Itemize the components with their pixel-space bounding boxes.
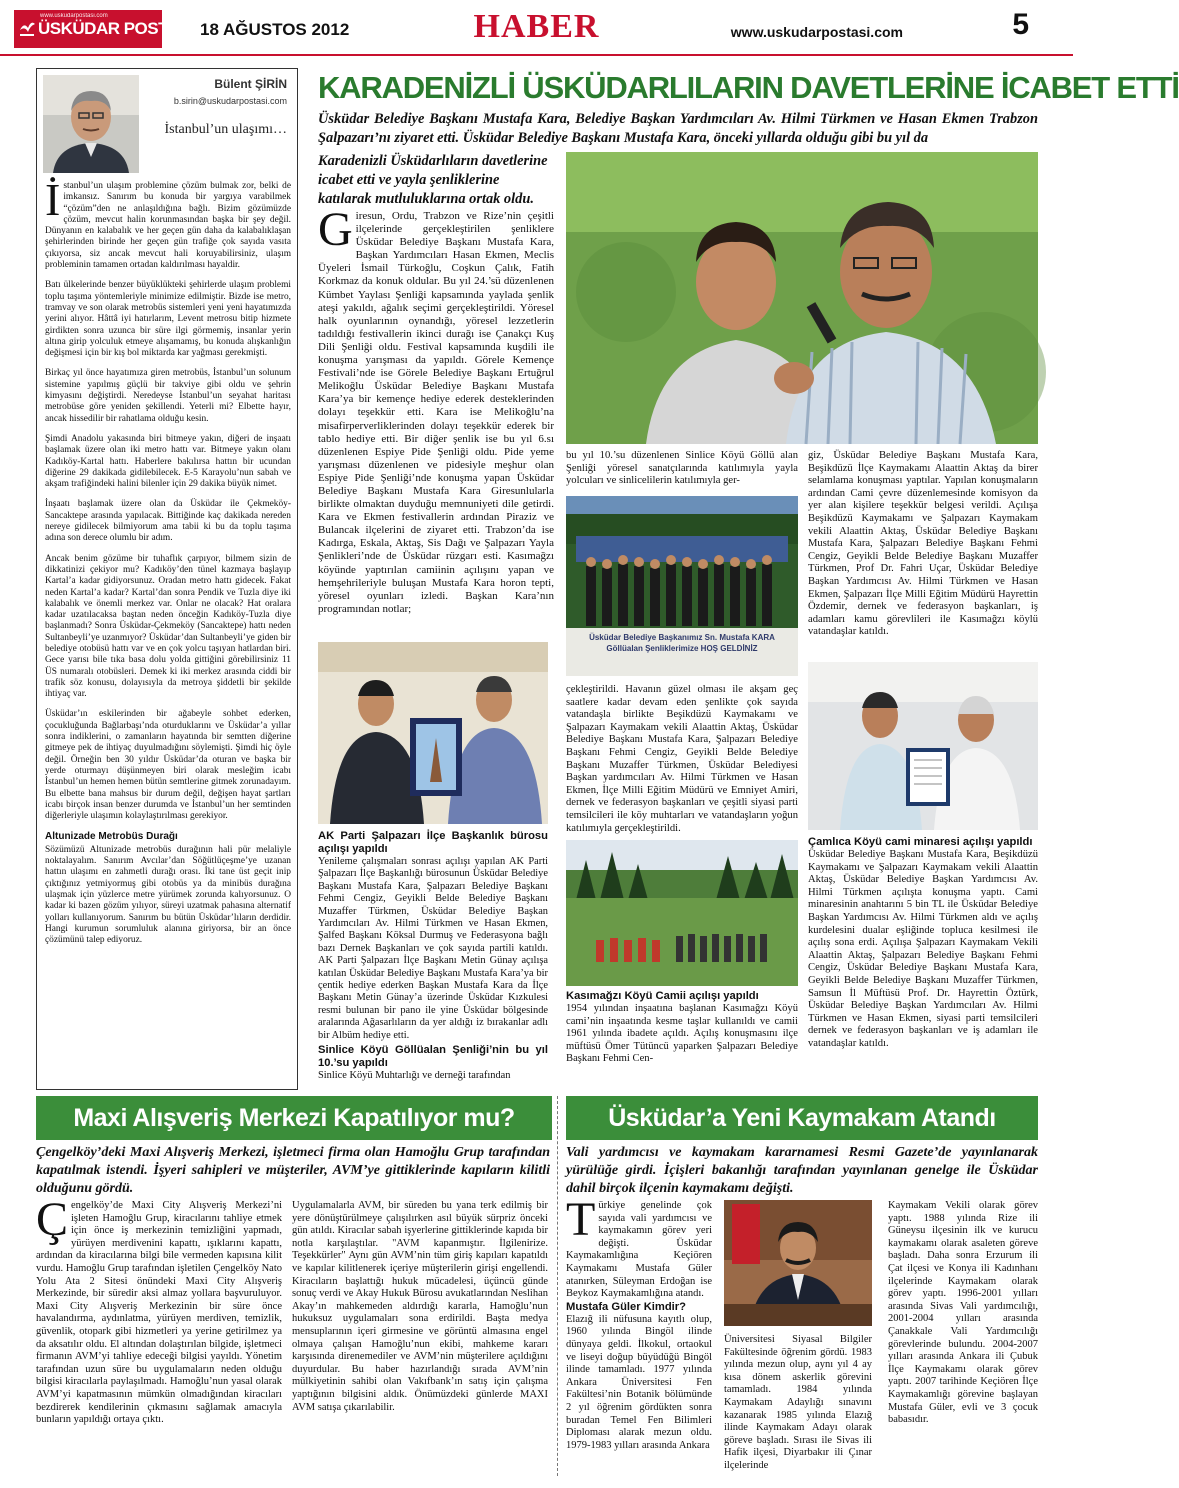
kasimagzi-horon-photo: [566, 840, 798, 986]
column-paragraph: Şimdi Anadolu yakasında biri bitmeye yakın, diğeri de inşaatı başlamak üzere olan iki metro hattı var. Bitmeye yakın olanı Kadıköy-Kartal hattı. Haberlere bakılırsa hattın bir ucundan diğerine 29 dakikada gidilebilecek. E-5 Karayolu’nun sabah ve akşam trafiğindeki halini bilenler için 29 dakika büyük nimet.: [45, 433, 291, 490]
kaymakam-col3: Kaymakam Vekili olarak görev yaptı. 1988 yılında Rize ili Güneysu ilçesinin ilk ve kurucu kaymakamı olarak asaleten göreve başladı. Daha sonra Erzurum ili Çat ilçesi ve Konya ili Kadınhanı ilçelerinde Kaymakam olarak görev yaptı. 1996-2001 yılları arasında Sivas Vali yardımcılığı, 2001-2004 yılları arasında Çanakkale Vali Yardımcılığı görevlerinde bulundu. 2004-2007 yılları arasında Ankara ili Çubuk İlçe Kaymakamı olarak görev yaptı. 2007 tarihinde Keçiören İlçe Kaymakamlığı görevine başlayan Mustafa Güler, evli ve 3 çocuk babasıdır.: [888, 1200, 1038, 1426]
sinlice-text: Sinlice Köyü Muhtarlığı ve derneği tarafından: [318, 1070, 511, 1082]
camlica-block: [808, 836, 1038, 1051]
maxi-headline: Maxi Alışveriş Merkezi Kapatılıyor mu?: [36, 1096, 552, 1140]
akparti-title: AK Parti Şalpazarı İlçe Başkanlık bürosu açılışı yapıldı: [318, 830, 548, 855]
column-paragraph: Sözümüzü Altunizade metrobüs durağının hali pür melaliyle noktalayalım. Sanırım Avcılar’dan Söğütlüçeşme’ye uzanan hattın ulaşımı en zahmetli durağı orası. İki tane üst geçit inip çıktığınız yetmiyormuş gibi otobüs ya da minibüs durağına ulaşmak için yüzlerce metre yürümek zorunda kalıyorsunuz. O kadar ki bazen gözüm yılıyor, süreyi uzatmak pahasına alternatif yolları kullanıyorum. Sanırım bu bütün Üsküdar’lıların derdidir. Hangi kurumun sorumluluk alanına giriyorsa, bir an önce çözümünü talep ediyoruz.: [45, 844, 291, 946]
main-story-col2-top: bu yıl 10.’su düzenlenen Sinlice Köyü Göllü alan Şenliği yöresel sanatçılarında katılımıyla yayla yolcuları ve sinlicelilerin katılımıyla ger-: [566, 450, 798, 487]
main-story-col2-mid: çekleştirildi. Havanın güzel olması ile akşam geç saatlere kadar devam eden şenlikte çok sayıda vatandaşla birlikte Beşikdüzü Kaymakamı ve Şalpazarı Kaymakam vekili Alaattin Aktaş, Üsküdar Belediye Başkanı Mustafa Kara, Şalpazarı Belediye Başkanı Fehmi Cengiz, Geyikli Belde Belediye Başkanı Muzaffer Türkmen, Üsküdar Belediyesi Başkan yardımcıları Av. Hilmi Türkmen ve Hasan Ekmen, İlçe Milli Eğitim Müdürü ve Emniyet Amiri, dernek ve federasyon başkanları ve çeşitli siyasi parti temsilcileri ile köy muhtarları ve vatandaşların yoğun katılımıyla gerçekleştirildi.: [566, 684, 798, 834]
main-lead: Üsküdar Belediye Başkanı Mustafa Kara, Belediye Başkan Yardımcıları Av. Hilmi Türkmen ve Hasan Ekmen Trabzon Şalpazarı’nı ziyaret etti. Üsküdar Belediye Başkanı Mustafa Kara, önceki yıllarda olduğu gibi bu yıl da: [318, 111, 1038, 146]
page-number: 5: [1012, 8, 1029, 41]
main-photo-mayor-speaking: [566, 152, 1038, 444]
kaymakam-col1: T ürkiye genelinde çok sayıda vali yardımcısı ve kaymakamın görev yeri değişti. Üsküdar Kaymakamlığına Keçiören Kaymakamı Mustafa Güler atanırken, Süleyman Erdoğan ise Beykoz Kaymakamlığına atandı. Mustafa Güler Kimdir? Elazığ ili nüfusuna kayıtlı olup, 1960 yılında Bingöl ilinde dünyaya geldi. İlkokul, ortaokul ve liseyi doğup büyüdüğü Bingöl ilinde tamamladı. 1977 yılında Ankara Üniversitesi Fen Fakültesi’nin Botanik bölümünde 2 yıl öğrenim gördükten sonra buradan Temel Fen Bilimleri Diploması alarak mezun oldu. 1979-1983 yılları arasında Ankara: [566, 1193, 712, 1451]
dropcap: Ç: [36, 1193, 69, 1246]
maxi-col1: Ç engelköy’de Maxi City Alışveriş Merkezi’ni işleten Hamoğlu Grup, kiracılarını tahliye etmek için önce iş merkezinin temizliğini yapmadı, yürüyen merdivenini kapattı, ışıklarını kapattı, ardından da kiracılarına bilgi bile vermeden kapısına kilit vurdu. Hamoğlu Grup tarafından işletilen Çengelköy Nato Yolu Ata 2 Sitesi önündeki Maxi City Alışveriş Merkezinde, bir süredir aksi almaz yollara başvuruluyor. Maxi City Alışveriş Merkezinin bir süre önce havalandırma, aydınlatma, yürüyen merdiven, temizlik, güvenlik, otopark gibi hizmetleri ya yerine getirilmez ya da aksatılır oldu. El altından dolaştırılan bilgide, işletmeci firmanın AVM’yi tahliye edeceği bilgisi yayıldı. Yönetim tarafından uzun süre bu uygulamaların neden olduğu bilgisi kiracılarla paylaşılmadı. Hamoğlu’nun yasal olarak AVM’yi kapatmasının mümkün olmadığından kiracıları bezdirerek kendilerinin çıkmasını sağlamak amacıyla bunların yapıldığı ortaya çıktı.: [36, 1193, 282, 1426]
akparti-block: [318, 830, 548, 1083]
author-photo: [43, 75, 139, 173]
kasimagzi-title: Kasımağzı Köyü Camii açılışı yapıldı: [566, 990, 759, 1002]
camlica-title: Çamlıca Köyü cami minaresi açılışı yapıldı: [808, 836, 1033, 848]
maxi-lead: Çengelköy’deki Maxi Alışveriş Merkezi, işletmeci firma olan Hamoğlu Grup tarafından kapatılmak istendi. İşyeri sahipleri ve müşteriler, AVM’ye gittiklerinde kapıların kilitli olduğunu gördü.: [36, 1145, 550, 1196]
main-story-col1: [318, 203, 554, 616]
dropcap: G: [318, 203, 353, 256]
camlica-text: Üsküdar Belediye Başkanı Mustafa Kara, Beşikdüzü Kaymakamı ve Şalpazarı Kaymakam vekili Alaattin Aktaş, Üsküdar Belediye Başkan Yardımcısı Av. Hilmi Türkmen açılışta konuşma yaptı. Cami minaresinin anahtarını 5 bin TL ile Üsküdar Belediye Başkan Yardımcısı Av. Hilmi Türkmen aldı ve açılış kurdelesini dualar eşliğinde topluca kesilmesi ile açılış sona erdi. Açılışa Şalpazarı Kaymakam Vekili Alaattin Aktaş, Şalpazarı Belediye Başkanı Fehmi Cengiz, Üsküdar Belediye Başkanı Mustafa Kara, Geyikli Belde Belediye Başkanı Muzaffer Türkmen, Samsun İl Müftüsü Prof. Dr. Hayrettin Öztürk, Üsküdar Belediye Başkan Yardımcıları Av. Hilmi Türkmen ve Hasan Ekmen, siyasi parti temsilcileri dernek ve federasyon başkanları ve iş adamları ile vatandaşlar katıldı.: [808, 849, 1038, 1049]
column-paragraph: Üsküdar’ın eskilerinden bir ağabeyle sohbet ederken, çocukluğunda Bağlarbaşı’nda oturduklarını ve Üsküdar’a yıllar sonra indiklerini, o zamanların hayatında bir semtten diğerine gitmeye pek de ihtiyaç duyulmadığını söylemişti. Şimdi hiç öyle değil. Örneğin ben 30 yıldır Üsküdar’da oturan ve başka bir yerde oturmayı düşünmeyen biri olarak mesleğim icabı İstanbul’un hemen hemen bütün semtlerine gitmek zorunadayım. Bu elbette bana mahsus bir durum değil, değişen hayat şartları icabı birçok insan benzer durumda ve İstanbul’un her semtinden diğerleriyle ulaşımın kolaylaştırılması gerekiyor.: [45, 709, 291, 822]
story-divider: [557, 1096, 558, 1476]
main-lead-continued: Karadenizli Üsküdarlıların davetlerine icabet etti ve yayla şenliklerine katılarak mutluluklarına ortak oldu.: [318, 153, 548, 207]
akparti-text: Yenileme çalışmaları sonrası açılışı yapılan AK Parti Şalpazarı İlçe Başkanlığı bürosunun Üsküdar Belediye Başkanı Mustafa Kara, Şalpazarı Belediye Başkanı Fehmi Cengiz, Geyikli Belde Belediye Başkanı Muzaffer Türkmen, Üsküdar Belediye Başkan Yardımcıları Av. Hilmi Türkmen ve Hasan Ekmen, Şalfed Başkanı Köksal Durmuş ve Federasyona bağlı bazı Dernek Başkanları ve çok sayıda partili katıldı. AK Parti Şalpazarı İlçe Başkanı Metin Günay açılışa katılan Üsküdar Belediye Başkanı Mustafa Kara’ya bir çentik hediye ederken Başkan Mustafa Kara da İlçe Başkanı Metin Günay’a üzerinde Üsküdar Kızkulesi resmi bulunan bir pano ile yine Üsküdar bölgesinde aralarında Ağasarlıların da yer aldığı iz bırakanlar adlı bir Albüm hediye etti.: [318, 856, 548, 1041]
opinion-column: [36, 68, 298, 1090]
kaymakam-headline: Üsküdar’a Yeni Kaymakam Atandı: [566, 1096, 1038, 1140]
column-body: [45, 174, 291, 955]
main-story-col3-top: giz, Üsküdar Belediye Başkanı Mustafa Kara, Beşikdüzü İlçe Kaymakamı Alaattin Aktaş da birer selamlama konuşması yaptılar. Yapılan konuşmaların ardından Cami çevre düzenlemesinde komisyon da yer alan kişilere teşekkür belgesi verildi. Açılışa Beşikdüzü Kaymakamı ve Şalpazarı Kaymakam vekili Alaattin Aktaş, Üsküdar Belediye Başkanı Mustafa Kara, Şalpazarı Belediye Başkanı Fehmi Cengiz, Geyikli Belde Belediye Başkanı Muzaffer Türkmen, Prof Dr. Fahri Uçar, Üsküdar Belediye Başkan Yardımcısı Av. Hilmi Türkmen ve Hasan Ekmen, Şalpazarı İlçe Milli Eğitim Müdürü Hayrettin Özdemir, dernek ve federasyon başkanları, iş adamları kamu görevlileri ile Kasımağzı köylü vatandaşlar katıldı.: [808, 450, 1038, 638]
column-paragraph: Ancak benim gözüme bir tuhaflık çarpıyor, bilmem sizin de dikkatinizi çekiyor mu? Kadıköy’den tünel kazmaya başlayıp Kartal’a kadar gidiyorsunuz. Oradan metro hattı gidecek. Fakat neden Kartal’a kadar? Kartal’dan sonra Pendik ve Tuzla diye iki kalabalık ve önemli merkez var. Onlar ne olacak? Hat oralara kadar uzatılacaksa baştan neden önceğin Kadıköy-Tuzla diye başlanmadı? Sonra Üsküdar-Çekmeköy (Sancaktepe) hattı neden Sultanbeyli’ye uzanmıyor? Üsküdar’dan Sultanbeyli’ye giden bir belediye otobüsü hattı var ve en çok yolcu taşıyan hatlardan biri. Gece yarısı bile tıka basa dolu yolda gittiğini görebilirsiniz 11 ÜS numaralı otobüsleri. Demek ki iki merkez arasında ciddi bir trafik söz konusu, dolayısıyla da metroya şiddetli bir şekilde ihtiyaç var.: [45, 553, 291, 700]
column-subheading: Altunizade Metrobüs Durağı: [45, 831, 178, 843]
issue-date: 18 AĞUSTOS 2012: [200, 20, 350, 39]
column-title: İstanbul’un ulaşımı…: [164, 122, 287, 137]
welcome-banner-text: Üsküdar Belediye Başkanımız Sn. Mustafa KARA Göllüalan Şenliklerimize HOŞ GELDİNİZ: [589, 633, 775, 653]
author-name: Bülent ŞİRİN: [214, 77, 287, 91]
logo-text: ÜSKÜDAR POSTASI: [38, 19, 194, 38]
column-paragraph: İstanbul’un ulaşım problemine çözüm bulmak zor, belki de imkansız. Sanırım bu konuda bir yargıya varabilmek “çözüm”den ne anlaşıldığına bağlı. Bizim gözümüzde çözüm, mevcut halin korunmasından başka bir şey değil. Dünyanın en kalabalık ve her geçen gün daha da kalabalıklaşan şehirlerinden birinde her geçen gün trafiğe çok sayıda vasıta çıkıyorsa, siz ancak mevcut hali koruyabilirsiniz, ulaşım probleminin tamamen ortadan kaldırılması hayaldir.: [45, 174, 291, 271]
kaymakam-col2: Üniversitesi Siyasal Bilgiler Fakültesinde öğrenim gördü. 1983 yılında mezun olup, aynı yıl 4 ay kısa dönem askerlik görevini tamamladı. 1984 yılında Kaymakam Adaylığı sınavını kazanarak 1985 yılında Elazığ ilinde Kaymakam Adayı olarak göreve başladı. Sırası ile Sivas ili Hafik ilçesi, Diyarbakır ili Çınar ilçelerinde: [724, 1334, 872, 1471]
camlica-certificate-photo: [808, 662, 1038, 830]
section-title: HABER: [473, 8, 600, 45]
main-headline: KARADENİZLİ ÜSKÜDARLILARIN DAVETLERİNE İCABET ETTİ: [318, 70, 1179, 105]
page-header: [0, 0, 1073, 56]
column-paragraph: Birkaç yıl önce hayatımıza giren metrobüs, İstanbul’un solunum sistemine yapılmış güçlü bir takviye gibi oldu ve şehrin kimyasını değiştirdi. Neredeyse İstanbul’un seyahat haritası metrobüse göre yeniden şekillendi. Yeterli mi? Elbette hayır, ancak hissedilir bir rahatlama olduğu kesin.: [45, 368, 291, 424]
website-url[interactable]: www.uskudarpostasi.com: [730, 24, 903, 40]
dropcap: T: [566, 1193, 596, 1246]
column-paragraph: İnşaatı başlamak üzere olan da Üsküdar ile Çekmeköy-Sancaktepe arasında yapılacak. Bittiğinde kaç dakikada nereden nereye gidilecek bilmiyorum ama tabii ki bu da toplu taşıma adına son derece olumlu bir adım.: [45, 499, 291, 544]
kasimagzi-text: 1954 yılından inşaatına başlanan Kasımağzı Köyü cami’nin inşaatında kesme taşlar kullanıldı ve camii 1961 yılında ibadete açıldı. Açılış konuşmasını ilçe müftüsü Ömer Tütüncü yaparken Şalpazarı Belediye Başkanı Fehmi Cen-: [566, 1003, 798, 1065]
sinlice-title: Sinlice Köyü Göllüalan Şenliği’nin bu yıl 10.’su yapıldı: [318, 1044, 548, 1070]
dropcap: İ: [45, 174, 61, 225]
akparti-gift-photo: [318, 642, 548, 824]
author-email[interactable]: b.sirin@uskudarpostasi.com: [173, 96, 287, 106]
maxi-col2: Uygulamalarla AVM, bir süreden bu yana terk edilmiş bir yere dönüştürülmeye çalışılırken asıl büyük sürpriz önceki gün atıldı. Kiracılar sabah işyerlerine gittiklerinde kapıda bir notla karşılaştılar. "AVM kapanmıştır. İlgilenirize. Teşekkürler" Aynı gün AVM’nin tüm giriş kapıları kapatıldı ve kapılar kilitlenerek içeriye müşterilerin girişi engellendi. Kiracıların başlattığı hukuk mücadelesi, üçüncü günde sonuç verdi ve Akay Hukuk Bürosu avukatlarından Neslihan Akay’ın mahkemeden aldırdığı kararla, Hamoğlu’nun hukuksuz uygulamaları sona erdirildi. Başta medya mensuplarının içeri girmesine ve görüntü almasına engel olmaya çalışan Hamoğlu’nun ekibi, mahkeme kararı karşısında direnemediler ve AVM’nin müşterilere açıldığını duyurdular. Bu haber hazırlandığı sırada AVM’nin mülkiyetinin sahibi olan Vakıfbank’ın satış için çalışma yaptığının bilgisini aldık. Önümüzdeki günlerde MAXI AVM satışa çıkarılabilir.: [292, 1200, 548, 1413]
story-text: iresun, Ordu, Trabzon ve Rize’nin çeşitli ilçelerinde gerçekleştirilen şenliklere Üsküdar Belediye Başkanı Mustafa Kara, Başkan Yardımcıları Hasan Ekmen, Meclis Üyeleri İsmail Türkoğlu, Coşkun Çalık, Fatih Korkmaz da konuk oldular. Bu yıl 24.’sü düzenlenen Kümbet Yaylası Şenliği kapsamında yaylada şenlik ateşi yakıldı, ağalık seçimi gerçekleştirildi. Yöresel halk oyunlarının oynandığı, yöresel lezzetlerin tadıldığı festivallerin ikinci durağı ise Çanakçı Kuş Dili Şenliği oldu. Festival kapsamında kuşdili ile konuşma yarışması da yapıldı. Görele Kemençe Festivali’nde ise Görele Belediye Başkanı Ertuğrul Melikoğlu Üsküdar Belediye Başkanı Mustafa Kara’ya bir kemençe hediye ederek desteklerinden dolayı teşekkür etti. Kara ise Melikoğlu’na misafirperverliklerinden dolayı teşekkür ederek bir tablo hediye etti. Bir diğer şenlik ise bu yıl 6.sı düzenlenen Espiye Pide Şenliği oldu. Pide yeme yarışması düzenlenen ve pidesiyle meşhur olan Espiye Pide Şenliği’nde konuşma yapan Üsküdar Belediye Başkanı Mustafa Kara Giresunlularla birlikte olmaktan duyduğu memnuniyeti dile getirdi. Kara ve Ekmen festivallerin ardından Piraziz ve Bulancak ilçelerini de ziyaret etti. Trabzon’da ise Kadırga, Eskala, Aktaş, Sis Dağı ve Şalpazarı Yayla Şenlikleri’nde de Üsküdar rüzgarı esti. Kasımağzı köyünde yaptırılan camiinin açılışını yapan ve hemşehrileriyle buluşan Mustafa Kara horon tepti, yöresel oyunları izledi. Başkan Kara’nın programından notlar;: [318, 210, 554, 615]
kaymakam-lead: Vali yardımcısı ve kaymakam kararnamesi Resmi Gazete’de yayınlanarak yürülüğe girdi. İçişleri bakanlığı tarafından yayınlanan genelge ile Üsküdar dahil birçok ilçenin kaymakamı değişti.: [566, 1145, 1038, 1196]
kaymakam-subheading: Mustafa Güler Kimdir?: [566, 1300, 686, 1313]
kaymakam-photo: [724, 1200, 872, 1326]
column-paragraph: Batı ülkelerinde benzer büyüklükteki şehirlerde ulaşım problemi toplu taşıma yöntemleriyle minimize edilmiştir. Bizde ise metro, tramvay ve son olarak metrobüs sistemleri yeni yeni hayatımızda yerini alıyor. Hâttâ iyi hatırlarım, Levent metrosu bitip hizmete girdikten sonra uzunca bir süre ilgi görmemiş, insanlar yerin altına girip yolculuk etmeye alışamamış, bu konuda alışkanlığın değişmesi için bir kış bol miktarda kar yağması gerekmişti.: [45, 280, 291, 359]
sinlice-festival-photo: [566, 496, 798, 676]
logo-url: www.uskudarpostasi.com: [40, 13, 108, 19]
kasimagzi-block: [566, 990, 798, 1066]
